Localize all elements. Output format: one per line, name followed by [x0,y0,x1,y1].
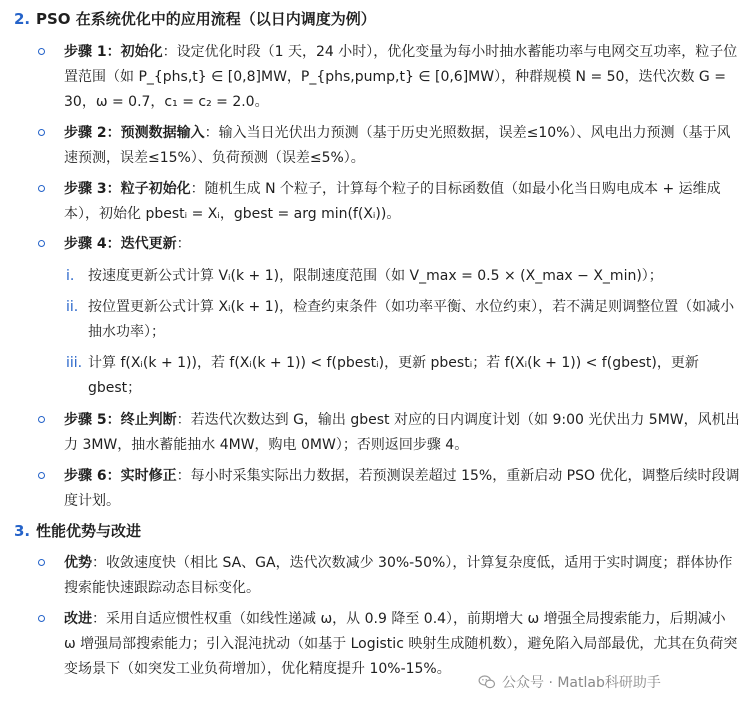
step-2-label: 步骤 2：预测数据输入 [64,125,205,141]
bullet-icon [38,416,45,423]
bullet-icon [38,185,45,192]
section-2 [14,8,745,30]
step-1-label: 步骤 1：初始化 [64,44,163,60]
substep-text: 按速度更新公式计算 Vᵢ(k + 1)，限制速度范围（如 V_max = 0.5 × (X_max − X_min)）； [88,268,663,284]
bullet-icon [38,559,45,566]
bullet-icon [38,48,45,55]
step-3-text: ：随机生成 N 个粒子，计算每个粒子的目标函数值（如最小化当日购电成本 + 运维成本），初始化 pbestᵢ = Xᵢ，gbest = arg min(f(Xᵢ))。 [64,181,721,222]
list-item-step-1 [38,40,741,115]
step-6-label: 步骤 6：实时修正 [64,468,177,484]
list-item-step-2 [38,121,741,171]
substep-ii [66,295,741,345]
section-2-number: 2. [14,10,31,28]
step-5-label: 步骤 5：终止判断 [64,412,177,428]
step-1-text: ：设定优化时段（1 天，24 小时），优化变量为每小时抽水蓄能功率与电网交互功率，粒子位置范围（如 P_{phs,t} ∈ [0,8]MW，P_{phs,pump,t} ∈ [0,6]MW），种群规模 N = 50，迭代次数 G = 30，ω = 0.7，c₁ = c₂ = 2.0。 [64,44,738,110]
bullet-icon [38,615,45,622]
substep-text: 计算 f(Xᵢ(k + 1))，若 f(Xᵢ(k + 1)) < f(pbestᵢ)，更新 pbestᵢ；若 f(Xᵢ(k + 1)) < f(gbest)，更新 gbest； [88,355,699,396]
section-2-title: PSO 在系统优化中的应用流程（以日内调度为例） [36,10,376,28]
section-2-heading [14,8,745,30]
improvement-text: ：采用自适应惯性权重（如线性递减 ω，从 0.9 降至 0.4），前期增大 ω 增强全局搜索能力，后期减小 ω 增强局部搜索能力；引入混沌扰动（如基于 Logistic 映射生成随机数），避免陷入局部最优，尤其在负荷突变场景下（如突发工业负荷增加），优化精度提升 10%-15%。 [64,611,738,677]
step-5-text: ：若迭代次数达到 G，输出 gbest 对应的日内调度计划（如 9:00 光伏出力 5MW，风机出力 3MW，抽水蓄能抽水 4MW，购电 0MW）；否则返回步骤 4。 [64,412,740,453]
watermark-text: 公众号 · Matlab科研助手 [502,675,661,691]
improvement-label: 改进 [64,611,92,627]
substep-i [66,264,741,289]
bullet-icon [38,472,45,479]
list-item-advantage [38,551,741,601]
advantage-label: 优势 [64,555,92,571]
list-item-step-6 [38,464,741,514]
substep-marker: iii. [66,355,83,371]
section-3-heading [14,520,745,542]
step-6-text: ：每小时采集实际出力数据，若预测误差超过 15%，重新启动 PSO 优化，调整后续时段调度计划。 [64,468,740,509]
section-3 [14,520,745,542]
substep-iii [66,351,741,401]
list-item-step-4 [38,232,741,257]
step-3-label: 步骤 3：粒子初始化 [64,181,191,197]
step-4-text: ： [176,236,191,252]
advantage-text: ：收敛速度快（相比 SA、GA，迭代次数减少 30%-50%），计算复杂度低，适用于实时调度；群体协作搜索能快速跟踪动态目标变化。 [64,555,733,596]
substep-text: 按位置更新公式计算 Xᵢ(k + 1)，检查约束条件（如功率平衡、水位约束），若不满足则调整位置（如减小抽水功率）； [88,299,735,340]
step-4-label: 步骤 4：迭代更新 [64,236,177,252]
watermark [478,670,661,694]
list-item-step-3 [38,177,741,227]
bullet-icon [38,129,45,136]
substep-marker: i. [66,268,75,284]
section-3-number: 3. [14,522,31,540]
bullet-icon [38,240,45,247]
substep-marker: ii. [66,299,79,315]
list-item-step-5 [38,408,741,458]
wechat-icon [478,673,496,691]
step-2-text: ：输入当日光伏出力预测（基于历史光照数据，误差≤10%）、风电出力预测（基于风速预测，误差≤15%）、负荷预测（误差≤5%）。 [64,125,731,166]
section-3-title: 性能优势与改进 [36,522,142,540]
